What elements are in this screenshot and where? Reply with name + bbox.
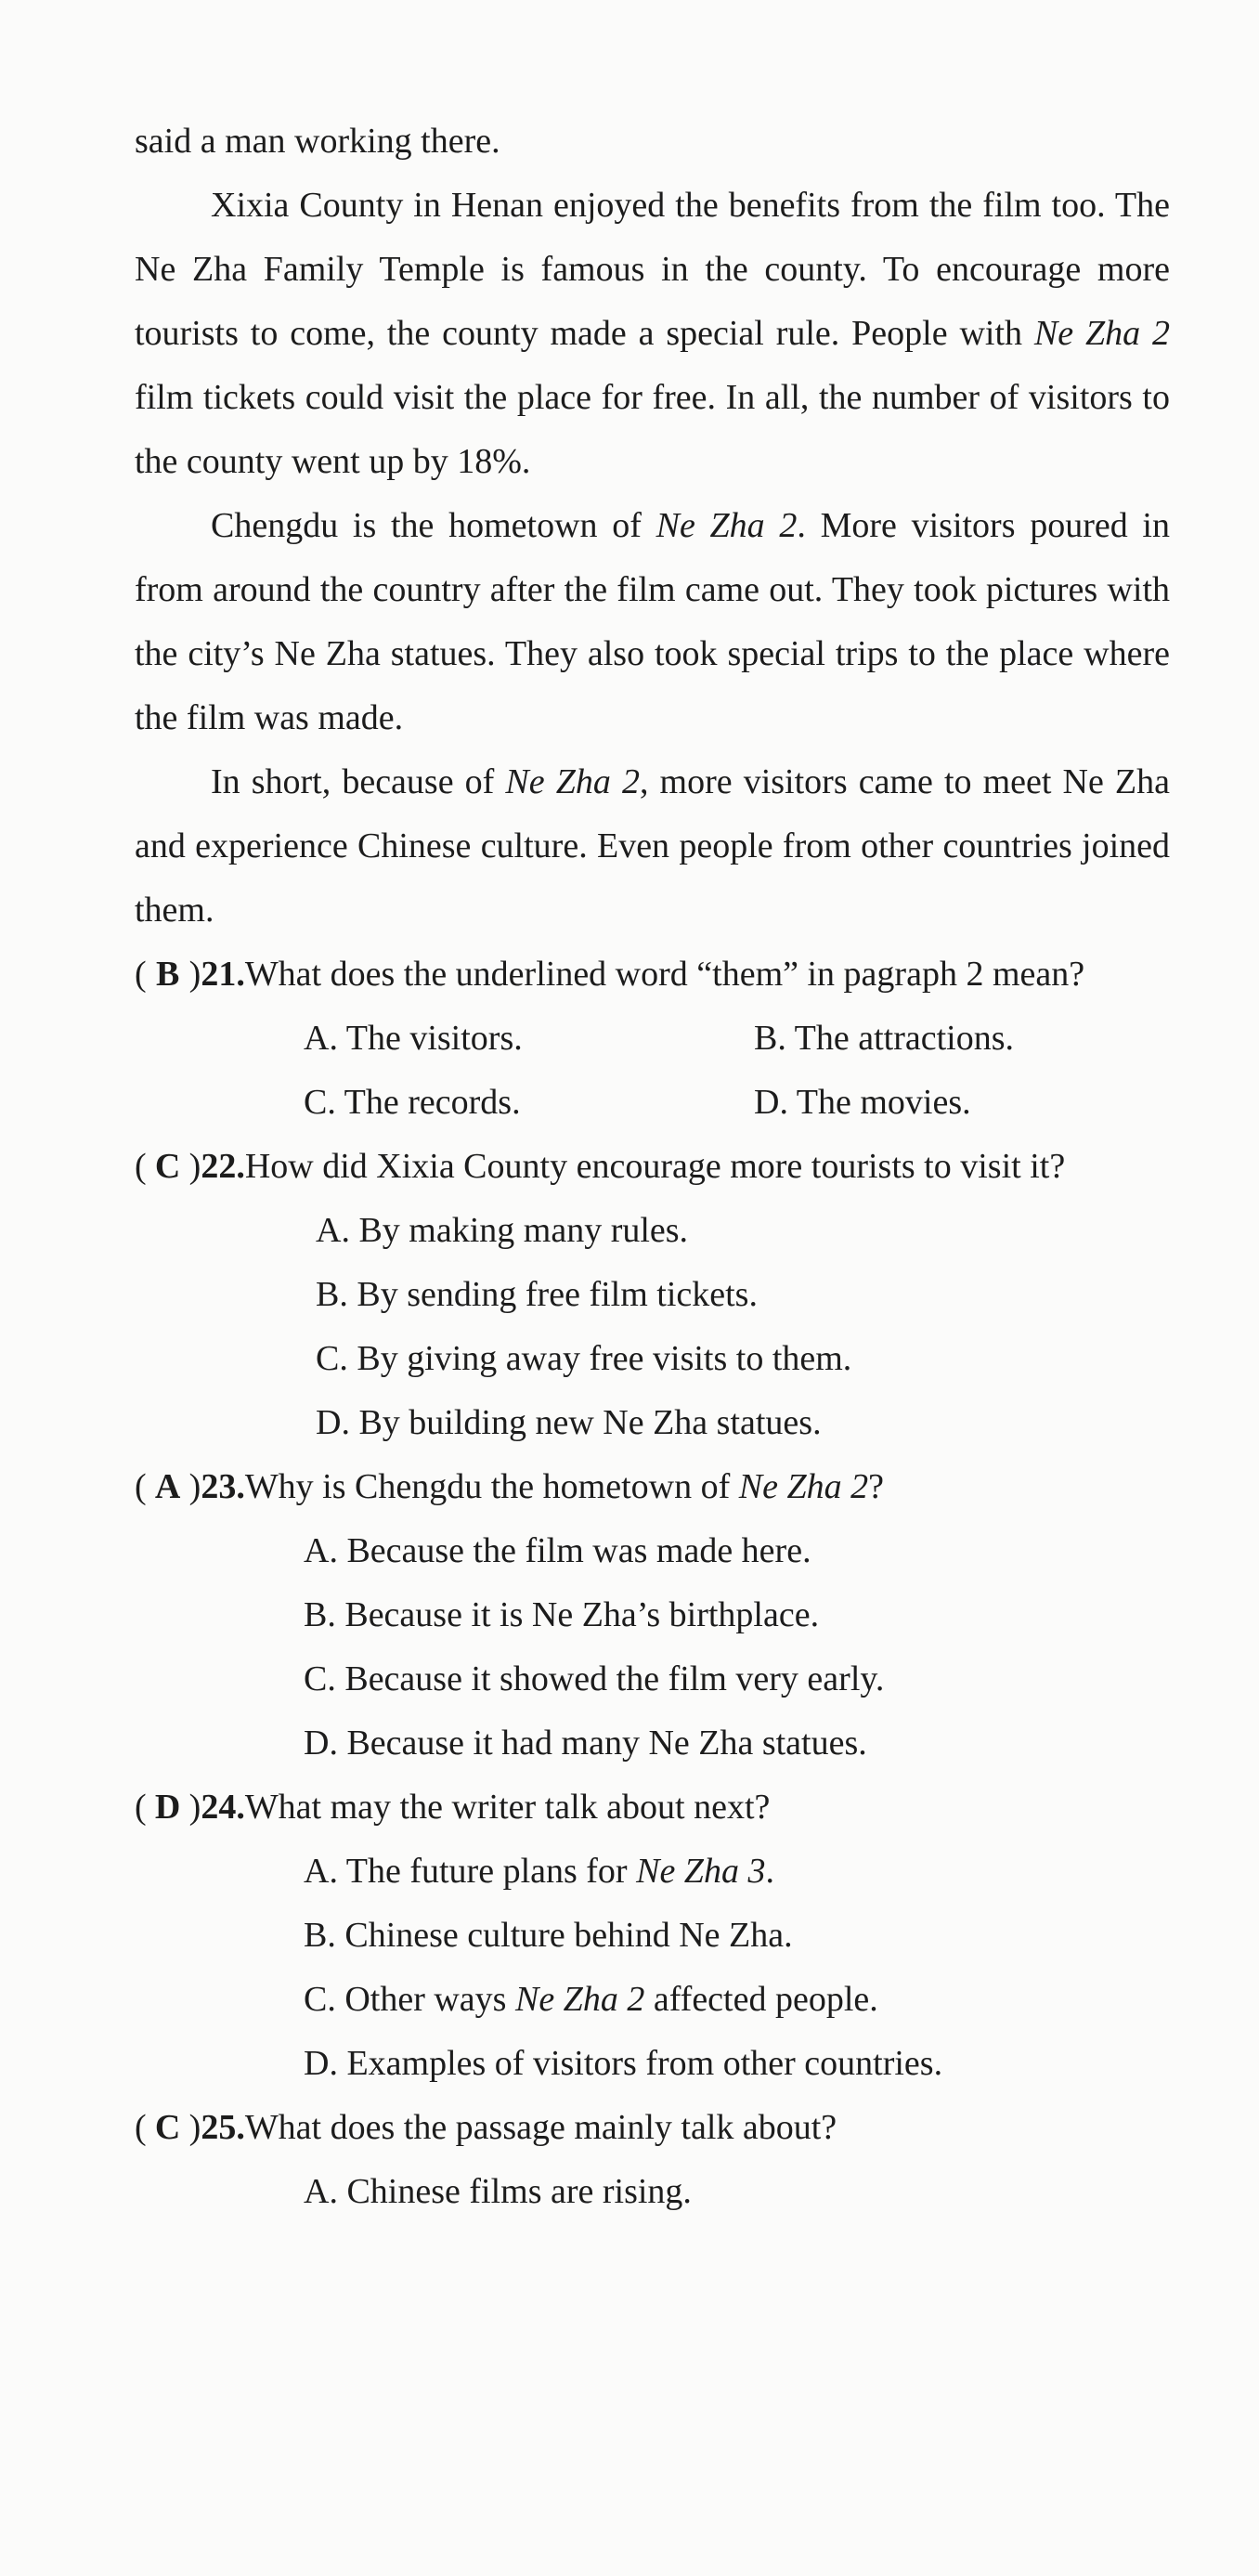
answer-bracket: ( D ) [135, 1776, 201, 1840]
question-text: What may the writer talk about next? [244, 1788, 771, 1827]
option-c [304, 1968, 1170, 2032]
option-b: B. Chinese culture behind Ne Zha. [304, 1916, 793, 1955]
question-options [135, 1199, 1170, 1455]
option-text: affected people. [644, 1980, 878, 2019]
option-b: B. Because it is Ne Zha’s birthplace. [304, 1595, 820, 1634]
question-text: What does the passage mainly talk about? [244, 2108, 837, 2147]
option-text: . [765, 1852, 774, 1891]
question-stem [135, 1455, 1170, 1519]
film-title: Ne Zha 2 [514, 1980, 645, 2019]
option-a: A. The visitors. [304, 1019, 523, 1058]
question-options [135, 1007, 1170, 1135]
answer-letter: C [154, 2108, 181, 2147]
answer-bracket: ( C ) [135, 2096, 201, 2160]
option-a: A. By making many rules. [316, 1211, 689, 1250]
question-22 [135, 1135, 1170, 1455]
question-options [135, 1519, 1170, 1776]
paragraph-text: , more visitors came to meet Ne Zha and experience Chinese culture. Even people from other countries joined them. [135, 762, 1170, 930]
option-a: A. Chinese films are rising. [304, 2172, 692, 2211]
question-stem [135, 943, 1170, 1007]
question-number: 21. [201, 955, 245, 994]
question-stem [135, 1135, 1170, 1199]
answer-bracket: ( A ) [135, 1455, 201, 1519]
question-text-part: ? [868, 1467, 884, 1506]
option-row [304, 1007, 1170, 1071]
document-content [135, 110, 1170, 2224]
film-title: Ne Zha 2 [738, 1467, 869, 1506]
paragraph-text: In short, because of [211, 762, 506, 801]
question-25 [135, 2096, 1170, 2224]
answer-letter: B [155, 955, 180, 994]
answer-bracket: ( B ) [135, 943, 201, 1007]
option-text: C. Other ways [304, 1980, 515, 2019]
question-text [245, 1455, 1170, 1519]
option-d: D. Because it had many Ne Zha statues. [304, 1724, 867, 1763]
option-d: D. By building new Ne Zha statues. [316, 1403, 822, 1442]
answer-letter: D [154, 1788, 181, 1827]
film-title: Ne Zha 2 [655, 506, 798, 545]
option-a [304, 1840, 1170, 1904]
option-a: A. Because the film was made here. [304, 1531, 811, 1570]
question-number: 22. [201, 1147, 245, 1186]
answer-letter: C [154, 1147, 181, 1186]
answer-letter: A [154, 1467, 181, 1506]
question-number: 25. [201, 2108, 245, 2147]
passage-paragraph-1 [135, 174, 1170, 494]
film-title: Ne Zha 3 [636, 1852, 766, 1891]
question-options [135, 1840, 1170, 2096]
question-text: How did Xixia County encourage more tourists to visit it? [244, 1147, 1066, 1186]
option-c: C. Because it showed the film very early. [304, 1659, 885, 1698]
option-d: D. The movies. [754, 1083, 971, 1122]
paragraph-text: Chengdu is the hometown of [211, 506, 656, 545]
answer-bracket: ( C ) [135, 1135, 201, 1199]
passage-paragraph-3 [135, 750, 1170, 943]
question-number: 24. [201, 1788, 245, 1827]
paragraph-text: . More visitors poured in from around the country after the film came out. They took pictures with the city’s Ne Zha statues. They also took special trips to the place where the film was made. [135, 506, 1170, 737]
option-c: C. The records. [304, 1083, 521, 1122]
film-title: Ne Zha 2 [505, 762, 640, 801]
option-c: C. By giving away free visits to them. [316, 1339, 852, 1378]
question-23 [135, 1455, 1170, 1776]
question-text-part: Why is Chengdu the hometown of [244, 1467, 739, 1506]
option-text: A. The future plans for [304, 1852, 637, 1891]
question-24 [135, 1776, 1170, 2096]
option-row [304, 1071, 1170, 1135]
option-b: B. The attractions. [754, 1019, 1015, 1058]
paragraph-text: said a man working there. [135, 122, 500, 161]
passage-paragraph-2 [135, 494, 1170, 750]
question-stem [135, 1776, 1170, 1840]
option-b: B. By sending free film tickets. [316, 1275, 758, 1314]
question-text: What does the underlined word “them” in pagraph 2 mean? [244, 955, 1085, 994]
question-stem [135, 2096, 1170, 2160]
option-d: D. Examples of visitors from other countries. [304, 2044, 943, 2083]
paragraph-text: film tickets could visit the place for free. In all, the number of visitors to the county went up by 18%. [135, 378, 1170, 481]
question-21 [135, 943, 1170, 1135]
paragraph-text: Xixia County in Henan enjoyed the benefits from the film too. The Ne Zha Family Temple is famous in the county. To encourage more tourists to come, the county made a special rule. People with [135, 186, 1170, 353]
question-options [135, 2160, 1170, 2224]
passage-paragraph-0 [135, 110, 1170, 174]
question-number: 23. [201, 1467, 245, 1506]
film-title: Ne Zha 2 [1033, 314, 1170, 353]
